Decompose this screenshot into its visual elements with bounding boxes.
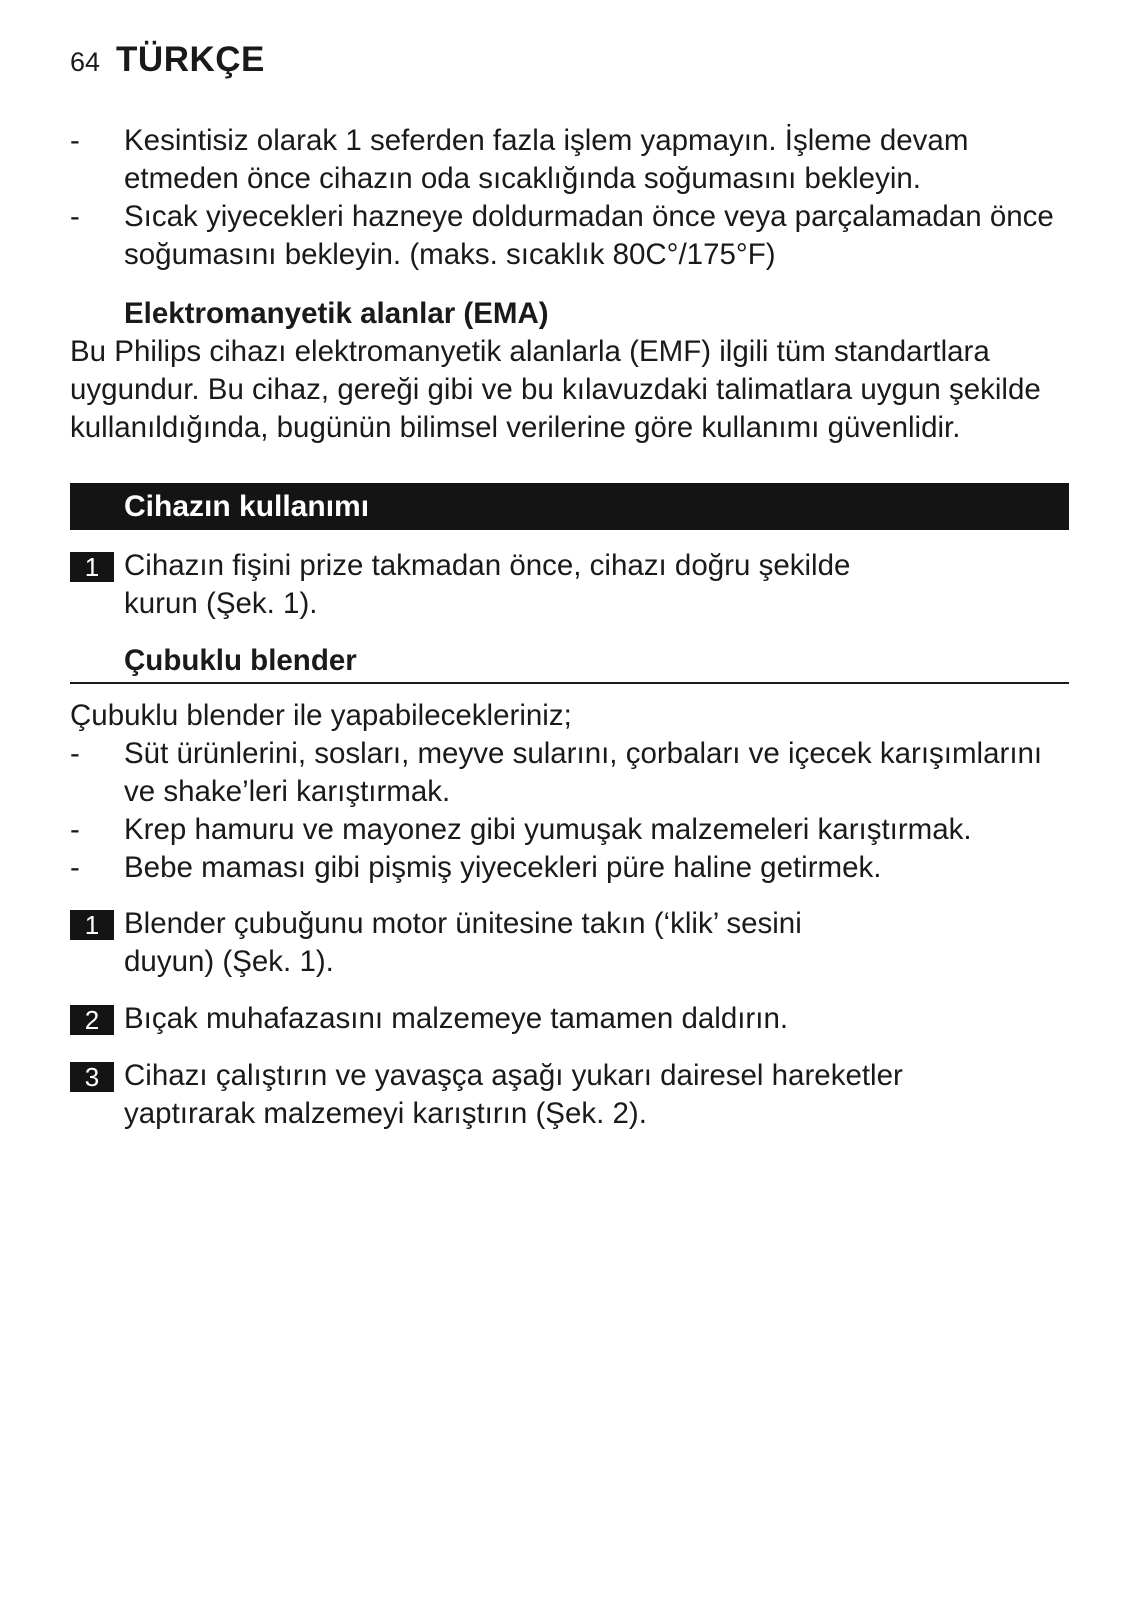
bullet-text: Süt ürünlerini, sosları, meyve sularını, çorbaları ve içecek karışımlarını ve shake’leri karıştırmak. — [124, 737, 1043, 808]
blender-heading: Çubuklu blender — [124, 644, 357, 677]
bullet-dash: - — [70, 851, 80, 884]
bullet-dash: - — [70, 813, 80, 846]
setup-step — [70, 547, 1070, 623]
bullet-item — [70, 198, 1070, 274]
language-title: TÜRKÇE — [116, 40, 265, 79]
blender-step — [70, 1057, 1070, 1133]
bullet-text: Bebe maması gibi pişmiş yiyecekleri püre haline getirmek. — [124, 851, 882, 884]
bullet-item — [70, 849, 1070, 887]
blender-intro: Çubuklu blender ile yapabilecekleriniz; — [70, 699, 572, 732]
section-header-bar — [70, 483, 1069, 530]
bullet-item — [70, 122, 1070, 198]
step-text: Cihazı çalıştırın ve yavaşça aşağı yukarı dairesel hareketler yaptırarak malzemeyi karıştırın (Şek. 2). — [124, 1059, 903, 1130]
emf-heading: Elektromanyetik alanlar (EMA) — [124, 297, 549, 330]
bullet-text: Kesintisiz olarak 1 seferden fazla işlem yapmayın. İşleme devam etmeden önce cihazın oda sıcaklığında soğumasını bekleyin. — [124, 124, 969, 195]
bullet-text: Krep hamuru ve mayonez gibi yumuşak malzemeleri karıştırmak. — [124, 813, 972, 846]
bullet-item — [70, 811, 1070, 849]
heading-divider — [70, 682, 1069, 684]
step-number-badge: 3 — [70, 1062, 114, 1092]
bullet-item — [70, 735, 1070, 811]
page-header — [70, 40, 265, 80]
bullet-dash: - — [70, 124, 80, 157]
step-text: Cihazın fişini prize takmadan önce, cihazı doğru şekilde kurun (Şek. 1). — [124, 549, 851, 620]
step-number-badge: 2 — [70, 1005, 114, 1035]
bullet-dash: - — [70, 200, 80, 233]
step-text: Bıçak muhafazasını malzemeye tamamen daldırın. — [124, 1002, 789, 1035]
step-number-badge: 1 — [70, 552, 114, 582]
step-number-badge: 1 — [70, 910, 114, 940]
bullet-dash: - — [70, 737, 80, 770]
step-text: Blender çubuğunu motor ünitesine takın (‘klik’ sesini duyun) (Şek. 1). — [124, 907, 802, 978]
blender-step — [70, 1000, 1070, 1038]
bullet-text: Sıcak yiyecekleri hazneye doldurmadan önce veya parçalamadan önce soğumasını bekleyin. (maks. sıcaklık 80C°/175°F) — [124, 200, 1054, 271]
page-number: 64 — [70, 47, 101, 77]
emf-body: Bu Philips cihazı elektromanyetik alanlarla (EMF) ilgili tüm standartlara uygundur. Bu cihaz, gereği gibi ve bu kılavuzdaki talimatlara uygun şekilde kullanıldığında, bugünün bilimsel verilerine göre kullanımı güvenlidir. — [70, 335, 1041, 444]
blender-step — [70, 905, 1070, 981]
section-title: Cihazın kullanımı — [124, 490, 370, 523]
